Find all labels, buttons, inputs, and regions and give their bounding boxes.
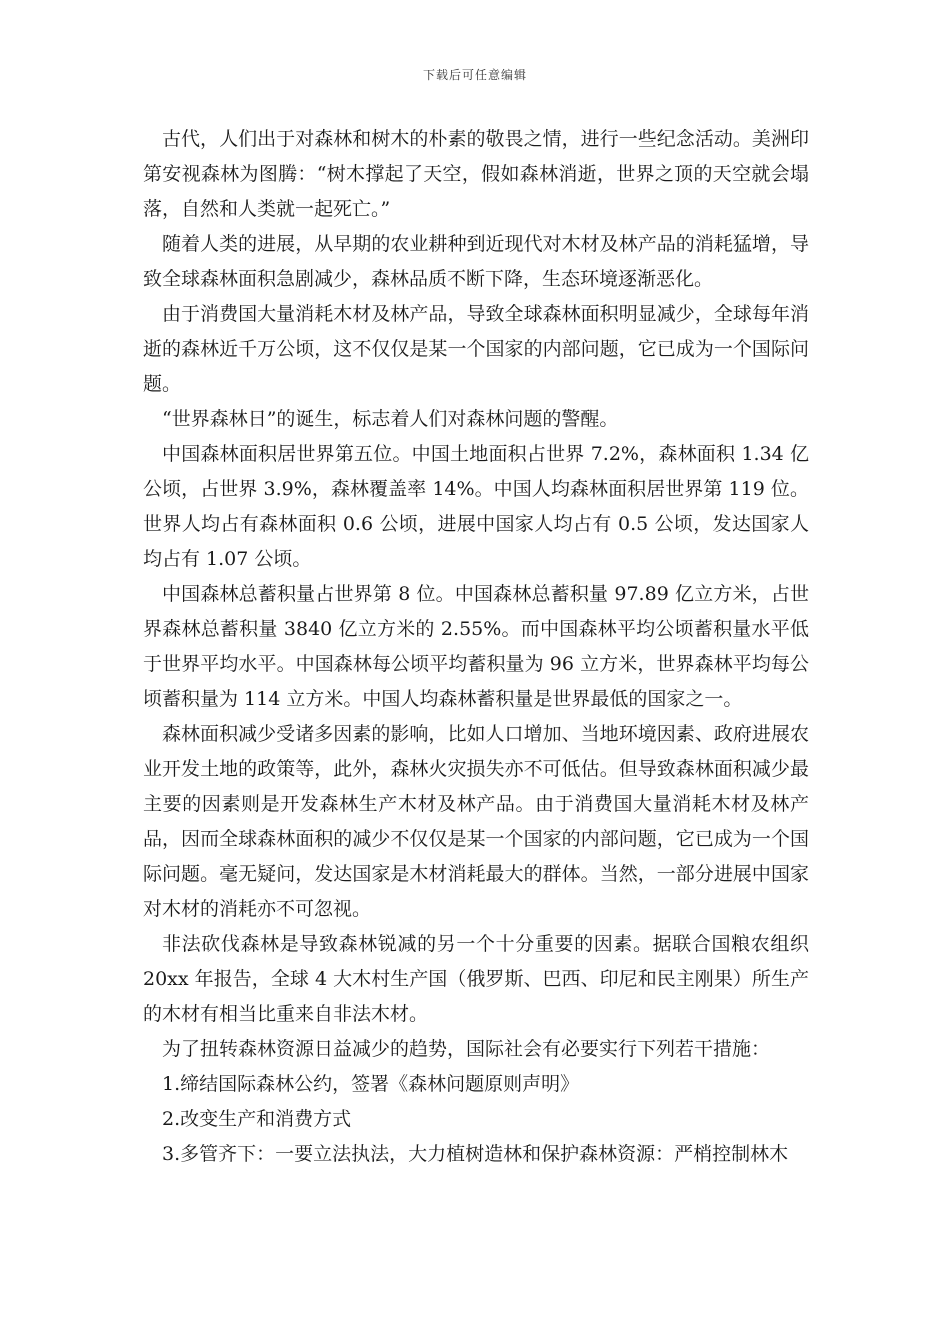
list-item: 3.多管齐下：一要立法执法，大力植树造林和保护森林资源：严梢控制林木 — [162, 1143, 789, 1165]
paragraph: 随着人类的进展，从早期的农业耕种到近现代对木材及林产品的消耗猛增，导致全球森林面积急剧减少，森林品质不断下降，生态环境逐渐恶化。 — [143, 233, 809, 290]
paragraph: 森林面积减少受诸多因素的影响，比如人口增加、当地环境因素、政府进展农业开发土地的政策等，此外，森林火灾损失亦不可低估。但导致森林面积减少最主要的因素则是开发森林生产木材及林产品。由于消费国大量消耗木材及林产品，因而全球森林面积的减少不仅仅是某一个国家的内部问题，它已成为一个国际问题。毫无疑问，发达国家是木材消耗最大的群体。当然，一部分进展中国家对木材的消耗亦不可忽视。 — [143, 723, 809, 920]
paragraph: 为了扭转森林资源日益减少的趋势，国际社会有必要实行下列若干措施： — [162, 1038, 771, 1060]
list-item: 2.改变生产和消费方式 — [162, 1108, 352, 1130]
page-header: 下载后可任意编辑 — [422, 68, 527, 82]
document-body — [143, 122, 809, 1172]
paragraph: 非法砍伐森林是导致森林锐减的另一个十分重要的因素。据联合国粮农组织 20xx 年报告，全球 4 大木村生产国（俄罗斯、巴西、印尼和民主刚果）所生产的木材有相当比重来自非法木材。 — [143, 933, 809, 1025]
list-item: 1.缔结国际森林公约，签署《森林问题原则声明》 — [162, 1073, 580, 1095]
paragraph: 古代，人们出于对森林和树木的朴素的敬畏之情，进行一些纪念活动。美洲印第安视森林为图腾：“树木撑起了天空，假如森林消逝，世界之顶的天空就会塌落，自然和人类就一起死亡。” — [143, 128, 809, 220]
paragraph: 由于消费国大量消耗木材及林产品，导致全球森林面积明显减少，全球每年消逝的森林近千万公顷，这不仅仅是某一个国家的内部问题，它已成为一个国际问题。 — [143, 303, 809, 395]
paragraph: 中国森林总蓄积量占世界第 8 位。中国森林总蓄积量 97.89 亿立方米，占世界森林总蓄积量 3840 亿立方米的 2.55%。而中国森林平均公顷蓄积量水平低于世界平均水平。中国森林每公顷平均蓄积量为 96 立方米，世界森林平均每公顷蓄积量为 114 立方米。中国人均森林蓄积量是世界最低的国家之一。 — [143, 583, 809, 710]
paragraph: 中国森林面积居世界第五位。中国土地面积占世界 7.2%，森林面积 1.34 亿公顷，占世界 3.9%，森林覆盖率 14%。中国人均森林面积居世界第 119 位。世界人均占有森林面积 0.6 公顷，进展中国家人均占有 0.5 公顷，发达国家人均占有 1.07 公顷。 — [143, 443, 809, 570]
paragraph: “世界森林日”的诞生，标志着人们对森林问题的警醒。 — [162, 408, 619, 430]
